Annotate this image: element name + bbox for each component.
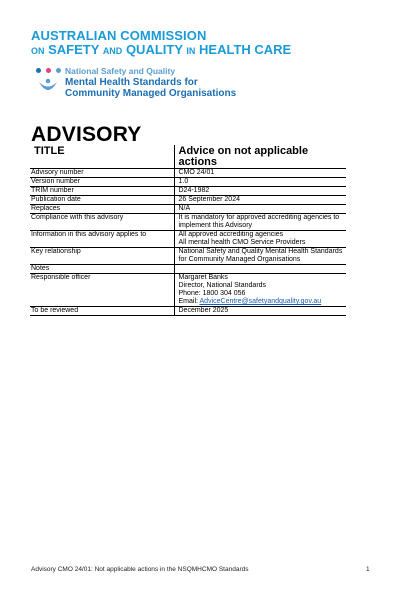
row-value-line: National Safety and Quality Mental Health Standards [178,248,343,255]
row-key: To be reviewed [30,307,174,316]
row-key: Information in this advisory applies to [30,231,174,248]
row-value [174,265,346,274]
row-key: Advisory number [30,169,174,178]
row-value [174,178,346,187]
row-value [174,248,346,265]
table-row [30,248,346,265]
row-value [174,231,346,248]
commission-name-line2: ON SAFETY AND QUALITY IN HEALTH CARE [31,41,292,57]
table-row [30,214,346,231]
row-key: Replaces [30,205,174,214]
standards-line3: Community Managed Organisations [65,88,237,99]
row-value [174,169,346,178]
page-title: ADVISORY [31,123,142,146]
header-key: TITLE [30,145,174,169]
row-value-line [179,265,346,273]
row-value-line: December 2025 [178,307,229,314]
row-value [174,307,346,316]
standards-line1: National Safety and Quality [65,66,176,76]
row-value-line: Phone: 1800 304 056 [178,290,246,297]
table-row [30,274,346,307]
table-header-row [30,145,346,169]
row-value-line: D24-1982 [178,187,210,194]
row-value [174,274,346,307]
row-value [174,196,346,205]
row-value-line: All approved accrediting agencies [178,231,284,238]
row-value-line: Margaret Banks [178,274,228,281]
table-row [30,196,346,205]
page-number: 1 [366,566,370,573]
row-value-line: 1.0 [178,178,189,185]
footer-text: Advisory CMO 24/01: Not applicable actions in the NSQMHCMO Standards [31,566,249,573]
row-value-line: implement this Advisory [178,222,253,229]
email-link[interactable]: AdviceCentre@safetyandquality.gov.au [199,298,322,305]
swoosh-icon [37,76,59,98]
row-value [174,187,346,196]
row-key: Responsible officer [30,274,174,307]
email-label: Email: [178,298,200,305]
standards-logo [36,66,276,106]
commission-name-line1: AUSTRALIAN COMMISSION [31,28,207,43]
row-value-line: Director, National Standards [178,282,267,289]
logo-dots [36,68,61,73]
row-value-line: N/A [178,205,191,212]
advisory-table [30,145,346,316]
row-value-line: All mental health CMO Service Providers [178,239,306,246]
row-value-line: 26 September 2024 [178,196,240,203]
dot-pink [46,68,51,73]
table-row [30,307,346,316]
standards-line2: Mental Health Standards for [65,77,198,88]
table-row [30,169,346,178]
header-value: Advice on not applicable actions [174,145,346,169]
email-line [179,298,346,306]
row-value-line: It is mandatory for approved accrediting agencies to [178,214,340,221]
dot-lightblue [56,68,61,73]
table-row [30,178,346,187]
row-key: Notes [30,265,174,274]
row-value-line: for Community Managed Organisations [178,256,301,263]
table-row [30,187,346,196]
row-key: TRIM number [30,187,174,196]
row-value [174,205,346,214]
row-value-line: CMO 24/01 [178,169,215,176]
table-row [30,265,346,274]
dot-blue [36,68,41,73]
row-key: Key relationship [30,248,174,265]
table-row [30,205,346,214]
table-row [30,231,346,248]
row-value [174,214,346,231]
row-key: Version number [30,178,174,187]
row-key: Publication date [30,196,174,205]
commission-logo [31,29,291,56]
row-key: Compliance with this advisory [30,214,174,231]
